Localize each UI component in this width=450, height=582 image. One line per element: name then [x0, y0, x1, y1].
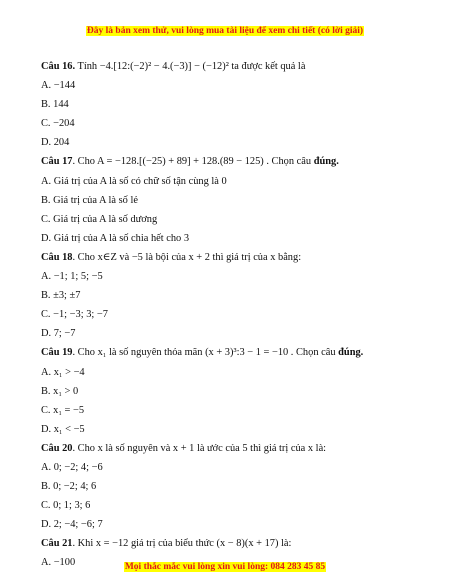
question-number: Câu 18: [41, 251, 73, 263]
question-text: . Cho x là số nguyên và x + 1 là ước của 5 thì giá trị của x là:: [72, 442, 327, 454]
answer-option[interactable]: B. ±3; ±7: [41, 290, 81, 302]
answer-option[interactable]: D. 204: [41, 137, 70, 149]
question-block: [41, 248, 421, 343]
question-stem: [41, 248, 421, 267]
answer-option[interactable]: B. x₁ > 0: [41, 385, 79, 397]
question-emphasis: đúng.: [313, 156, 339, 168]
question-text: Tính −4.[12:(−2)² − 4.(−3)] − (−12)² ta được kết quả là: [75, 61, 306, 72]
question-number: Câu 21: [41, 538, 73, 550]
question-text: . Cho x₁ là số nguyên thỏa mãn (x + 3)³:3 − 1 = −10 . Chọn câu: [72, 347, 339, 359]
answer-option[interactable]: D. Giá trị của A là số chia hết cho 3: [41, 232, 190, 244]
contact-banner-text: Mọi thắc mắc vui lòng xin vui lòng: 084 283 45 85: [124, 562, 326, 572]
question-stem: [41, 534, 421, 553]
question-stem: [41, 343, 421, 362]
answer-option[interactable]: D. 7; −7: [41, 328, 76, 340]
question-number: Câu 17: [41, 156, 73, 168]
answer-option[interactable]: C. −1; −3; 3; −7: [41, 309, 108, 321]
question-emphasis: đúng.: [338, 347, 364, 359]
answer-option[interactable]: A. Giá trị của A là số có chữ số tận cùng là 0: [41, 175, 227, 187]
answer-option[interactable]: B. Giá trị của A là số lẻ: [41, 194, 138, 206]
question-text: . Khi x = −12 giá trị của biểu thức (x − 8)(x + 17) là:: [72, 538, 292, 550]
preview-banner: [0, 26, 450, 36]
answer-option[interactable]: A. −100: [41, 557, 76, 569]
question-stem: [41, 439, 421, 458]
question-number: Câu 20: [41, 442, 73, 454]
question-stem: [41, 152, 421, 171]
answer-option[interactable]: A. x₁ > −4: [41, 366, 85, 378]
question-block: [41, 343, 421, 438]
answer-option[interactable]: C. −204: [41, 118, 75, 130]
question-stem: [41, 57, 421, 76]
answer-option[interactable]: A. −1; 1; 5; −5: [41, 271, 103, 283]
answer-option[interactable]: C. Giá trị của A là số dương: [41, 213, 158, 225]
question-number: Câu 19: [41, 347, 73, 359]
answer-option[interactable]: D. 2; −4; −6; 7: [41, 519, 103, 531]
contact-banner: [0, 562, 450, 572]
answer-option[interactable]: D. x₁ < −5: [41, 423, 85, 435]
question-list: [41, 57, 421, 573]
answer-option[interactable]: B. 0; −2; 4; 6: [41, 481, 97, 493]
answer-option[interactable]: C. 0; 1; 3; 6: [41, 500, 91, 512]
question-number: Câu 16.: [41, 61, 76, 72]
question-block: [41, 57, 421, 152]
question-block: [41, 439, 421, 534]
question-text: . Cho x∈Z và −5 là bội của x + 2 thì giá trị của x bằng:: [72, 251, 302, 263]
answer-option[interactable]: B. 144: [41, 99, 69, 111]
answer-option[interactable]: A. −144: [41, 80, 76, 92]
answer-option[interactable]: A. 0; −2; 4; −6: [41, 461, 103, 473]
question-block: [41, 152, 421, 247]
question-text: . Cho A = −128.[(−25) + 89] + 128.(89 − 125) . Chọn câu: [72, 156, 314, 168]
preview-banner-text: Đây là bản xem thử, vui lòng mua tài liệu để xem chi tiết (có lời giải): [86, 26, 364, 36]
answer-option[interactable]: C. x₁ = −5: [41, 404, 85, 416]
